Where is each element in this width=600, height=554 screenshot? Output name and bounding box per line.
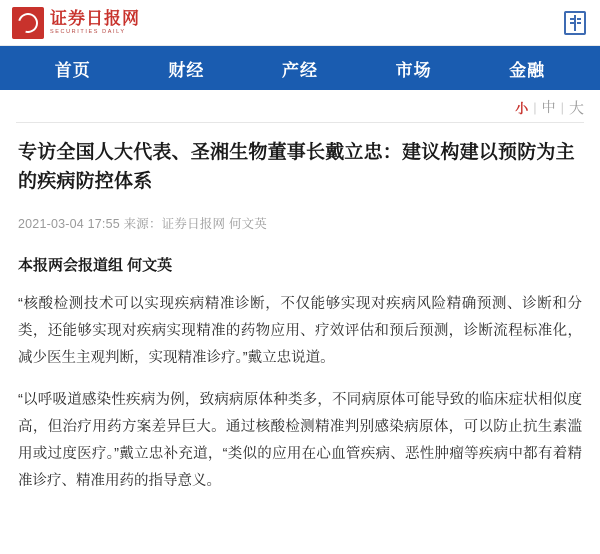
article-byline: 本报两会报道组 何文英 bbox=[18, 257, 173, 274]
font-size-medium[interactable]: 中 bbox=[541, 99, 556, 115]
font-size-large[interactable]: 大 bbox=[568, 99, 584, 117]
securities-daily-logo-icon bbox=[12, 7, 44, 39]
font-size-separator-1: | bbox=[533, 99, 537, 115]
font-size-small[interactable]: 小 bbox=[515, 100, 529, 116]
brand-text bbox=[50, 10, 140, 36]
nav-item-banking[interactable]: 金融 bbox=[509, 60, 546, 80]
main-nav bbox=[0, 46, 600, 90]
site-logo[interactable] bbox=[12, 7, 140, 39]
brand-name-cn: 证券日报网 bbox=[50, 8, 140, 28]
article-paragraph: “核酸检测技术可以实现疾病精准诊断，不仅能够实现对疾病风险精确预测、诊断和分类，还能够实现对疾病实现精准的药物应用、疗效评估和预后预测，诊断流程标准化，减少医生主观判断，实现精准诊疗。”戴立忠说道。 bbox=[18, 296, 582, 366]
header-divider bbox=[16, 122, 584, 123]
font-size-separator-2: | bbox=[560, 99, 564, 115]
nav-item-market[interactable]: 市场 bbox=[395, 60, 432, 80]
page-title: 专访全国人大代表、圣湘生物董事长戴立忠：建议构建以预防为主的疾病防控体系 bbox=[18, 142, 575, 192]
newspaper-icon[interactable] bbox=[564, 11, 586, 35]
brand-name-en: SECURITIES DAILY bbox=[50, 28, 126, 35]
article-paragraph: “以呼吸道感染性疾病为例，致病病原体种类多，不同病原体可能导致的临床症状相似度高，但治疗用药方案差异巨大。通过核酸检测精准判别感染病原体，可以防止抗生素滥用或过度医疗。”戴立忠补充道，“类似的应用在心血管疾病、恶性肿瘤等疾病中都有着精准诊疗、精准用药的指导意义。 bbox=[18, 392, 582, 489]
site-header bbox=[0, 0, 600, 46]
font-size-switcher bbox=[0, 90, 600, 120]
article-meta: 2021-03-04 17:55 来源：证券日报网 何文英 bbox=[18, 217, 267, 231]
nav-item-industry[interactable]: 产经 bbox=[281, 60, 318, 80]
article-body bbox=[0, 139, 600, 495]
nav-item-finance[interactable]: 财经 bbox=[168, 60, 205, 80]
nav-item-home[interactable]: 首页 bbox=[54, 60, 91, 80]
